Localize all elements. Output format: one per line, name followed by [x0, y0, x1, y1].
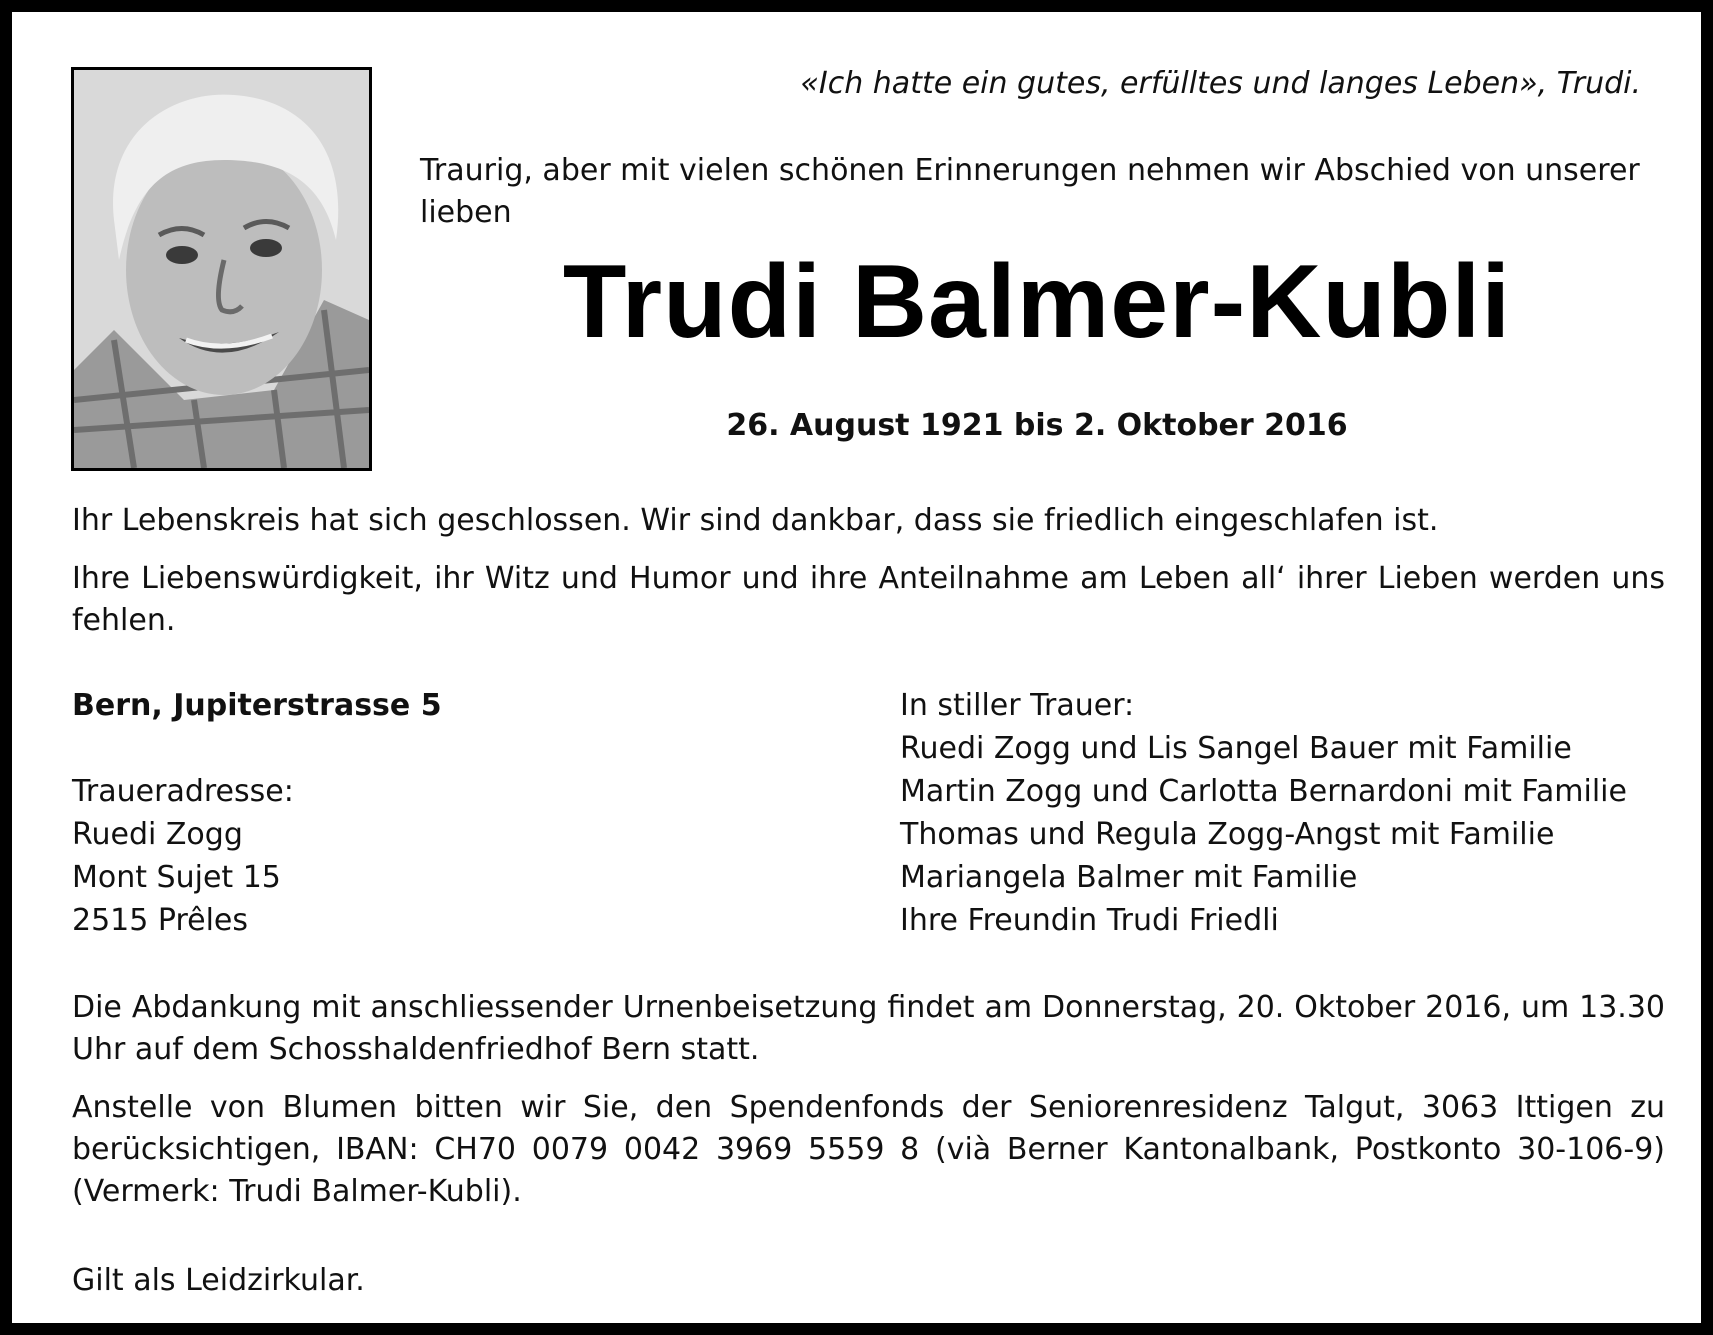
life-dates: 26. August 1921 bis 2. Oktober 2016 [726, 408, 1348, 443]
paragraph-circle-of-life: Ihr Lebenskreis hat sich geschlossen. Wir sind dankbar, dass sie friedlich eingeschlafen ist. [72, 503, 1439, 538]
mourner-entry: Thomas und Regula Zogg-Angst mit Familie [900, 817, 1555, 852]
mourning-address-label: Traueradresse: [72, 774, 294, 809]
spacer [72, 727, 772, 770]
mourning-address-line: Mont Sujet 15 [72, 860, 281, 895]
portrait-image [74, 70, 369, 468]
paragraph-kindness: Ihre Liebenswürdigkeit, ihr Witz und Humor und ihre Anteilnahme am Leben all‘ ihrer Lieben werden uns fehlen. [72, 561, 1665, 638]
donation-info: Anstelle von Blumen bitten wir Sie, den Spendenfonds der Seniorenresidenz Talgut, 3063 Ittigen zu berücksichtigen, IBAN: CH70 0079 0042 3969 5559 8 (vià Berner Kantonalbank, Postkonto 30-106-9) (Vermerk: Trudi Balmer-Kubli). [72, 1090, 1665, 1209]
mourner-entry: Ihre Freundin Trudi Friedli [900, 903, 1279, 938]
mourner-entry: Ruedi Zogg und Lis Sangel Bauer mit Familie [900, 731, 1572, 766]
closing-note: Gilt als Leidzirkular. [72, 1263, 365, 1298]
address-block [72, 684, 772, 942]
quote: «Ich hatte ein gutes, erfülltes und langes Leben», Trudi. [800, 66, 1641, 101]
mourners-heading: In stiller Trauer: [900, 688, 1135, 723]
deceased-name: Trudi Balmer-Kubli [562, 244, 1512, 360]
mourning-address-line: 2515 Prêles [72, 903, 249, 938]
mourner-entry: Martin Zogg und Carlotta Bernardoni mit Familie [900, 774, 1627, 809]
intro-text: Traurig, aber mit vielen schönen Erinnerungen nehmen wir Abschied von unserer lieben [420, 153, 1640, 230]
mourning-address-line: Ruedi Zogg [72, 817, 243, 852]
mourners-block [900, 684, 1680, 942]
residence-address: Bern, Jupiterstrasse 5 [72, 688, 442, 723]
portrait-photo [71, 67, 372, 471]
ceremony-info: Die Abdankung mit anschliessender Urnenbeisetzung findet am Donnerstag, 20. Oktober 2016, um 13.30 Uhr auf dem Schosshaldenfriedhof Bern statt. [72, 990, 1665, 1067]
mourner-entry: Mariangela Balmer mit Familie [900, 860, 1358, 895]
